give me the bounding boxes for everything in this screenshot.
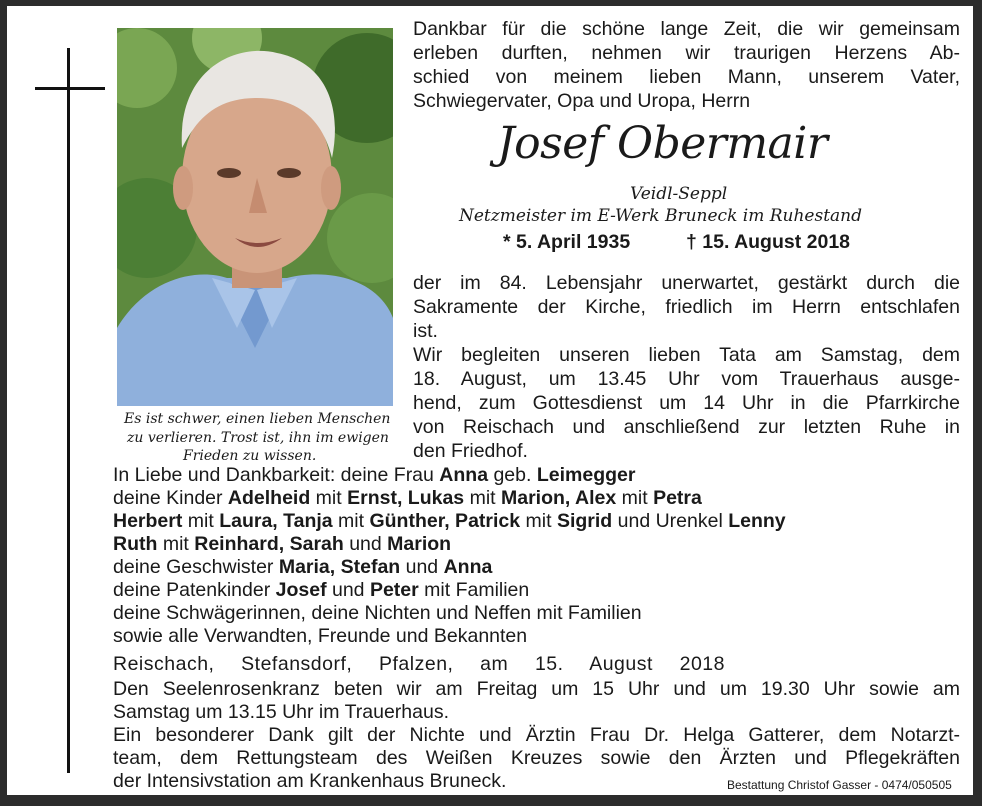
mourner-name: Herbert — [113, 510, 183, 532]
mourner-text: mit Familien — [418, 579, 530, 601]
mourner-text: mit — [464, 487, 501, 509]
passing-line: ist. — [413, 320, 438, 342]
thanks-line: Ein besonderer Dank gilt der Nichte und Ärztin Frau Dr. Helga Gatterer, dem Notarzt- — [113, 724, 960, 746]
intro-line: schied von meinem lieben Mann, unserem Vater, — [413, 66, 960, 88]
mourner-text: mit — [157, 533, 195, 555]
mourner-name: Anna — [443, 556, 493, 578]
mourner-line — [113, 625, 527, 648]
birth-date: * 5. April 1935 — [503, 231, 631, 253]
mourner-text: deine Kinder — [113, 487, 228, 509]
passing-line: der im 84. Lebensjahr unerwartet, gestärkt durch die — [413, 272, 960, 294]
cross-icon — [67, 48, 70, 773]
mourner-name: Marion — [387, 533, 452, 555]
death-date: † 15. August 2018 — [686, 231, 851, 253]
mourner-name: Laura, Tanja — [219, 510, 333, 532]
obituary-card — [7, 6, 973, 795]
mourner-name: Marion, Alex — [501, 487, 617, 509]
funeral-line: Wir begleiten unseren lieben Tata am Samstag, dem — [413, 344, 960, 366]
mourner-text: und — [343, 533, 388, 555]
mourner-name: Anna — [439, 464, 489, 486]
mourner-text: deine Patenkinder — [113, 579, 276, 601]
mourner-line — [113, 579, 529, 602]
mourner-name: Ernst, Lukas — [347, 487, 465, 509]
deceased-name: Josef Obermair — [497, 118, 828, 169]
rosary-line: Samstag um 13.15 Uhr im Trauerhaus. — [113, 701, 449, 723]
quote-line: Frieden zu wissen. — [183, 448, 317, 464]
mourner-text: mit — [332, 510, 370, 532]
funeral-line: den Friedhof. — [413, 440, 528, 462]
mourner-name: Leimegger — [536, 464, 636, 486]
mourner-name: Petra — [653, 487, 702, 509]
mourner-text: und — [326, 579, 370, 601]
mourner-line — [113, 510, 786, 533]
thanks-line: team, dem Rettungsteam des Weißen Kreuzes sowie den Ärzten und Pflegekräften — [113, 747, 960, 769]
rosary-line: Den Seelenrosenkranz beten wir am Freitag um 15 Uhr und um 19.30 Uhr sowie am — [113, 678, 960, 700]
mourner-name: Lenny — [728, 510, 786, 532]
mourner-name: Reinhard, Sarah — [194, 533, 344, 555]
mourner-name: Peter — [369, 579, 419, 601]
funeral-line: von Reischach und anschließend zur letzten Ruhe in — [413, 416, 960, 438]
intro-line: erleben durften, nehmen wir traurigen Herzens Ab- — [413, 42, 960, 64]
mourner-text: und Urenkel — [612, 510, 729, 532]
mourner-text: mit — [520, 510, 557, 532]
intro-line: Dankbar für die schöne lange Zeit, die wir gemeinsam — [413, 18, 960, 40]
mourner-name: Adelheid — [227, 487, 311, 509]
quote-line: zu verlieren. Trost ist, ihn im ewigen — [127, 430, 389, 446]
mourner-name: Sigrid — [556, 510, 613, 532]
mourner-text: mit — [182, 510, 220, 532]
nickname: Veidl-Seppl — [630, 184, 728, 204]
mourner-text: und — [400, 556, 444, 578]
cross-icon-bar — [35, 87, 105, 90]
mourner-line — [113, 556, 492, 579]
funeral-line: hend, zum Gottesdienst um 14 Uhr in die Pfarrkirche — [413, 392, 960, 414]
mourner-line — [113, 602, 642, 625]
undertaker-credit: Bestattung Christof Gasser - 0474/050505 — [727, 778, 952, 792]
portrait-photo — [117, 28, 393, 406]
mourner-line — [113, 464, 635, 487]
mourner-text: deine Schwägerinnen, deine Nichten und Neffen mit Familien — [113, 602, 642, 624]
mourner-name: Ruth — [113, 533, 158, 555]
place-date: Reischach, Stefansdorf, Pfalzen, am 15. August 2018 — [113, 653, 725, 675]
mourner-text: deine Geschwister — [113, 556, 279, 578]
mourner-text: mit — [616, 487, 654, 509]
mourner-line — [113, 533, 451, 556]
thanks-line: der Intensivstation am Krankenhaus Bruneck. — [113, 770, 507, 792]
mourner-name: Maria, Stefan — [278, 556, 401, 578]
funeral-line: 18. August, um 13.45 Uhr vom Trauerhaus ausge- — [413, 368, 960, 390]
mourner-text: sowie alle Verwandten, Freunde und Bekannten — [113, 625, 528, 647]
mourner-text: In Liebe und Dankbarkeit: deine Frau — [113, 464, 440, 486]
passing-line: Sakramente der Kirche, friedlich im Herrn entschlafen — [413, 296, 960, 318]
quote-line: Es ist schwer, einen lieben Menschen — [124, 411, 391, 427]
mourner-line — [113, 487, 702, 510]
mourner-name: Josef — [275, 579, 327, 601]
mourner-text: mit — [310, 487, 348, 509]
occupation: Netzmeister im E-Werk Bruneck im Ruhestand — [459, 206, 863, 226]
mourner-text: geb. — [488, 464, 537, 486]
intro-line: Schwiegervater, Opa und Uropa, Herrn — [413, 90, 751, 112]
mourner-name: Günther, Patrick — [369, 510, 521, 532]
